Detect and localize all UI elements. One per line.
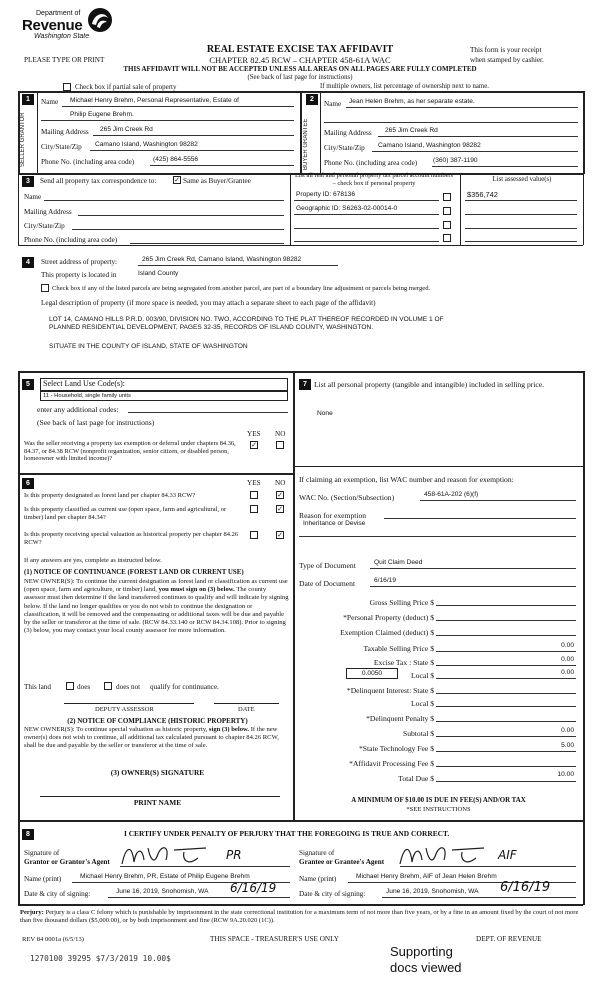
buyer-city[interactable]: Camano Island, Washington 98282 [378, 142, 481, 149]
land-does-label: does [77, 683, 91, 691]
treasurer-use: THIS SPACE - TREASURER'S USE ONLY [210, 935, 339, 943]
notice2-title: (2) NOTICE OF COMPLIANCE (HISTORIC PROPERTY) [67, 717, 248, 725]
notice2-c: If the new owner(s) does not wish to continue, all additional tax calculated pursuant to chapter 84.26 RCW, shall be due and payable by the seller or transferor at the time of sale. [24, 726, 279, 749]
perjury-text: Perjury is a class C felony which is punishable by imprisonment in the state correctional institution for a maximum term of not more than five years, or by a fine in an amount fixed by the court of not more than five thousand dollars ($5,000.00), or by both imprisonment and fine (RCW 9A.20.020 (1C)). [20, 909, 579, 925]
notice1-title: (1) NOTICE OF CONTINUANCE (FOREST LAND OR CURRENT USE) [24, 569, 244, 576]
this-land-label: This land [24, 683, 51, 691]
buyer-mailing-label: Mailing Address [324, 129, 372, 137]
land-use-label: Select Land Use Code(s): [40, 378, 288, 391]
same-as-buyer-checkbox[interactable]: ✓ [174, 176, 180, 184]
partial-sale-checkbox[interactable] [63, 83, 71, 91]
buyer-phone[interactable]: (360) 387-1190 [433, 157, 478, 164]
subtotal-value[interactable]: 0.00 [561, 727, 574, 734]
corr-phone-label: Phone No. (including area code) [24, 236, 118, 244]
assessor-date: DATE [238, 706, 255, 713]
notice1-b: you must sign on (3) below. [158, 586, 235, 594]
parcel-4-personal-checkbox[interactable] [443, 234, 451, 242]
s6-q2-no-checkbox[interactable]: ✓ [277, 505, 283, 513]
partial-sale-label: Check box if partial sale of property [75, 83, 177, 91]
dept-of-revenue: DEPT. OF REVENUE [476, 935, 542, 943]
grantor-hand-date: 6/16/19 [230, 881, 277, 895]
notice2-body [24, 726, 289, 750]
total-due-value[interactable]: 10.00 [557, 771, 574, 778]
s6-q3-no-checkbox[interactable]: ✓ [277, 531, 283, 539]
land-does-not-checkbox[interactable] [104, 682, 112, 690]
reason-label: Reason for exemption [299, 511, 367, 520]
sig-grantor-suffix: PR [226, 848, 242, 862]
grantor-name[interactable]: Michael Henry Brehm, PR, Estate of Philip Eugene Brehm [80, 873, 250, 880]
grantee-name[interactable]: Michael Henry Brehm, AIF of Jean Helen Brehm [356, 873, 497, 880]
doc-type[interactable]: Quit Claim Deed [374, 559, 423, 566]
seller-mailing-label: Mailing Address [41, 128, 89, 136]
s6-yes: YES [247, 479, 261, 487]
parcel-1[interactable]: Property ID: 678136 [296, 191, 356, 198]
delinq-local-label: Local $ [411, 699, 434, 708]
parcels-header: List all real and personal property tax parcel account numbers – check box if personal property [294, 172, 454, 187]
buyer-name-label: Name [324, 100, 342, 108]
supporting-line2: docs viewed [390, 960, 462, 975]
parcel-2[interactable]: Geographic ID: S6263-02-00014-0 [296, 205, 398, 212]
subtotal-label: Subtotal $ [402, 729, 434, 738]
corr-mailing-label: Mailing Address [24, 208, 72, 216]
form-title: REAL ESTATE EXCISE TAX AFFIDAVIT [206, 44, 394, 55]
sig-grantee-label1: Signature of [299, 849, 335, 857]
correspondence-label: Send all property tax correspondence to: [40, 177, 157, 185]
wac-value[interactable]: 458-61A-202 (6)(f) [424, 491, 479, 498]
located-label: This property is located in [41, 271, 117, 279]
grantor-name-label: Name (print) [24, 875, 62, 883]
doc-type-label: Type of Document [299, 561, 356, 570]
s6-q2-yes-checkbox[interactable] [250, 505, 258, 513]
grantor-date[interactable]: June 16, 2019, Snohomish, WA [116, 888, 209, 895]
sig-grantor-label2: Grantor or Grantor's Agent [24, 858, 110, 866]
sig-grantor-label1: Signature of [24, 849, 60, 857]
personal-property-value[interactable]: None [317, 410, 333, 417]
s6-q3: Is this property receiving special valuation as historical property per chapter 84.26 RCW? [24, 531, 239, 546]
segregated-label: Check box if any of the listed parcels are being segregated from another parcel, are part of a boundary line adjustment or parcels being merged. [52, 285, 431, 292]
buyer-side-label: BUYER GRANTEE [303, 118, 309, 170]
land-does-checkbox[interactable] [66, 682, 74, 690]
located-county[interactable]: Island County [138, 270, 179, 277]
section-6-marker: 6 [22, 478, 34, 489]
notice2-a: NEW OWNER(S): To continue special valuation as historic property, [24, 726, 208, 733]
additional-codes: enter any additional codes: [37, 405, 119, 414]
s5-no: NO [275, 430, 286, 438]
corr-city-label: City/State/Zip [24, 222, 65, 230]
s5-no-checkbox[interactable] [276, 441, 284, 449]
tech-fee-label: *State Technology Fee $ [358, 744, 434, 753]
section-2-marker: 2 [306, 94, 318, 105]
revenue-swirl-icon [86, 6, 114, 34]
cashier-stamp: 1270100 39295 $7/3/2019 10.00$ [30, 954, 171, 963]
grantee-date[interactable]: June 16, 2019, Snohomish, WA [386, 888, 479, 895]
seller-name-line1[interactable]: Michael Henry Brehm, Personal Representative, Estate of [70, 97, 239, 104]
grantor-signature-icon [118, 840, 218, 870]
s5-yes: YES [247, 430, 261, 438]
taxable-value[interactable]: 0.00 [561, 642, 574, 649]
sig-grantee-suffix: AIF [498, 848, 517, 862]
form-subtitle: CHAPTER 82.45 RCW – CHAPTER 458-61A WAC [209, 55, 391, 65]
grantee-signature-icon [396, 840, 496, 870]
s6-q1: Is this property designated as forest land per chapter 84.33 RCW? [24, 492, 196, 499]
land-use-value[interactable]: 11 - Household, single family units [40, 391, 288, 401]
certify-statement: I CERTIFY UNDER PENALTY OF PERJURY THAT THE FOREGOING IS TRUE AND CORRECT. [124, 829, 450, 838]
seller-name-label: Name [41, 98, 59, 106]
excise-state-label: Excise Tax : State $ [373, 658, 434, 667]
seller-phone[interactable]: (425) 864-5556 [153, 156, 199, 163]
section-8-marker: 8 [22, 829, 34, 840]
s6-q2: Is this property classified as current use (open space, farm and agricultural, or timber) land per chapter 84.34? [24, 506, 227, 521]
please-type: PLEASE TYPE OR PRINT [24, 56, 105, 64]
personal-property-label: List all personal property (tangible and intangible) included in selling price. [314, 380, 545, 389]
perjury-statement [20, 909, 580, 925]
s6-q1-yes-checkbox[interactable] [250, 491, 258, 499]
rev-number: REV 84 0001a (6/5/13) [22, 936, 84, 943]
s6-q3-yes-checkbox[interactable] [250, 531, 258, 539]
grantee-date-label: Date & city of signing: [299, 890, 366, 898]
legal-label: Legal description of property (if more space is needed, you may attach a separate sheet to each page of the affidavit) [41, 299, 376, 307]
legal-line3[interactable]: SITUATE IN THE COUNTY OF ISLAND, STATE OF WASHINGTON [49, 343, 248, 350]
seller-side-label: SELLER GRANTOR [20, 112, 26, 168]
receipt-line2: when stamped by cashier. [470, 56, 544, 64]
street-address[interactable]: 265 Jim Creek Rd, Camano Island, Washington 98282 [142, 256, 302, 263]
sig-grantee-label2: Grantee or Grantee's Agent [299, 858, 385, 866]
deputy-assessor: DEPUTY ASSESSOR [95, 706, 154, 713]
qualify-label: qualify for continuance. [150, 683, 219, 691]
excise-state-value[interactable]: 0.00 [561, 656, 574, 663]
segregated-checkbox[interactable] [41, 284, 49, 292]
parcel-2-personal-checkbox[interactable] [443, 207, 451, 215]
seller-phone-label: Phone No. (including area code) [41, 158, 135, 166]
logo-line3: Washington State [34, 33, 90, 40]
parcel-3-personal-checkbox[interactable] [443, 221, 451, 229]
owner-signature: (3) OWNER(S) SIGNATURE [110, 768, 205, 777]
buyer-city-label: City/State/Zip [324, 144, 365, 152]
corr-name-label: Name [24, 193, 42, 201]
assessed-header: List assessed value(s) [492, 176, 552, 183]
s6-if-yes: If any answers are yes, complete as instructed below. [24, 557, 162, 564]
buyer-phone-label: Phone No. (including area code) [324, 159, 418, 167]
multiple-owners-note: If multiple owners, list percentage of ownership next to name. [320, 83, 489, 90]
section-1-marker: 1 [22, 94, 34, 105]
local-rate[interactable]: 0.0050 [346, 668, 398, 679]
logo-line2: Revenue [22, 17, 83, 34]
section-4-marker: 4 [22, 257, 34, 268]
see-back-top: (See back of last page for instructions) [247, 74, 353, 81]
s6-no: NO [275, 479, 286, 487]
s5-question: Was the seller receiving a property tax exemption or deferral under chapters 84.36, 84.37, or 84.38 RCW (nonprofit organization, senior citizen, or disabled person, homeowner with limited income)? [24, 440, 236, 463]
s6-q1-no-checkbox[interactable]: ✓ [277, 491, 283, 499]
supporting-line1: Supporting [390, 944, 453, 959]
section-5-marker: 5 [22, 379, 34, 390]
section-7-marker: 7 [299, 379, 311, 390]
doc-date[interactable]: 6/16/19 [374, 577, 396, 584]
affidavit-fee-label: *Affidavit Processing Fee $ [349, 759, 434, 768]
receipt-line1: This form is your receipt [470, 46, 542, 54]
notice1-a: NEW OWNER(S): To continue the current designation as forest land or classification as current use (open space, farm and agriculture, or timber) land, [24, 578, 288, 594]
notice1-c: The county assessor must then determine if the land transferred continues to qualify and will indicate by signing below. If the land no longer qualifies or you do not wish to continue the designation or classification, it will be removed and the compensating or additional taxes will be due and payable by the seller or transferor at the time of sale. (RCW 84.33.140 or RCW 84.34.108). Prior to signing (3) below, you may contact your local county assessor for more information. [24, 586, 289, 635]
legal-line2[interactable]: PLANNED RESIDENTIAL DEVELOPMENT, PAGES 32-35, RECORDS OF ISLAND COUNTY, WASHINGTON. [49, 324, 374, 331]
seller-name-line2[interactable]: Philip Eugene Brehm. [70, 111, 134, 118]
parcel-1-personal-checkbox[interactable] [443, 193, 451, 201]
delinq-state-label: *Delinquent Interest: State $ [346, 686, 434, 695]
dor-logo [22, 6, 122, 46]
personal-deduct-label: *Personal Property (deduct) $ [343, 613, 434, 622]
seller-mailing[interactable]: 265 Jim Creek Rd [100, 126, 153, 133]
legal-line1[interactable]: LOT 14, CAMANO HILLS P.R.D. 003/90, DIVISION NO. TWO, ACCORDING TO THE PLAT THEREOF RECORDED IN VOLUME 1 OF [49, 316, 444, 323]
seller-city-label: City/State/Zip [41, 143, 82, 151]
grantee-hand-date: 6/16/19 [500, 880, 551, 895]
notice2-b: sign (3) below. [208, 726, 250, 733]
form-warning: THIS AFFIDAVIT WILL NOT BE ACCEPTED UNLESS ALL AREAS ON ALL PAGES ARE FULLY COMPLETED [123, 65, 477, 73]
exempt-label: Exemption Claimed (deduct) $ [340, 628, 434, 637]
logo-line1: Department of [36, 10, 81, 17]
street-label: Street address of property: [41, 258, 118, 266]
perjury-label: Perjury: [20, 909, 44, 916]
wac-label: WAC No. (Section/Subsection) [299, 493, 395, 502]
assessed-1[interactable]: $356,742 [467, 190, 498, 199]
land-does-not-label: does not [116, 683, 141, 691]
delinq-penalty-label: *Delinquent Penalty $ [366, 714, 434, 723]
tech-fee-value[interactable]: 5.00 [561, 742, 574, 749]
gross-label: Gross Selling Price $ [369, 598, 434, 607]
exemption-label: If claiming an exemption, list WAC number and reason for exemption: [299, 475, 514, 484]
s5-yes-checkbox[interactable]: ✓ [251, 441, 257, 449]
print-name: PRINT NAME [133, 798, 182, 807]
total-due-label: Total Due $ [398, 774, 434, 783]
same-as-buyer-label: Same as Buyer/Grantee [183, 177, 251, 185]
local-value[interactable]: 0.00 [561, 669, 574, 676]
grantor-date-label: Date & city of signing: [24, 890, 91, 898]
buyer-name[interactable]: Jean Helen Brehm, as her separate estate. [349, 98, 475, 105]
taxable-label: Taxable Selling Price $ [363, 644, 434, 653]
minimum-note: A MINIMUM OF $10.00 IS DUE IN FEE(S) AND/OR TAX [351, 797, 526, 804]
doc-date-label: Date of Document [299, 579, 356, 588]
grantee-name-label: Name (print) [299, 875, 337, 883]
land-use-see-back: (See back of last page for instructions) [37, 418, 155, 427]
see-instructions: *SEE INSTRUCTIONS [406, 806, 471, 813]
reason-value[interactable]: Inheritance or Devise [303, 520, 366, 527]
seller-city[interactable]: Camano Island, Washington 98282 [95, 141, 198, 148]
local-label: Local $ [411, 671, 434, 680]
section-3-marker: 3 [22, 176, 34, 187]
notice1-body [24, 578, 289, 636]
buyer-mailing[interactable]: 265 Jim Creek Rd [385, 127, 438, 134]
